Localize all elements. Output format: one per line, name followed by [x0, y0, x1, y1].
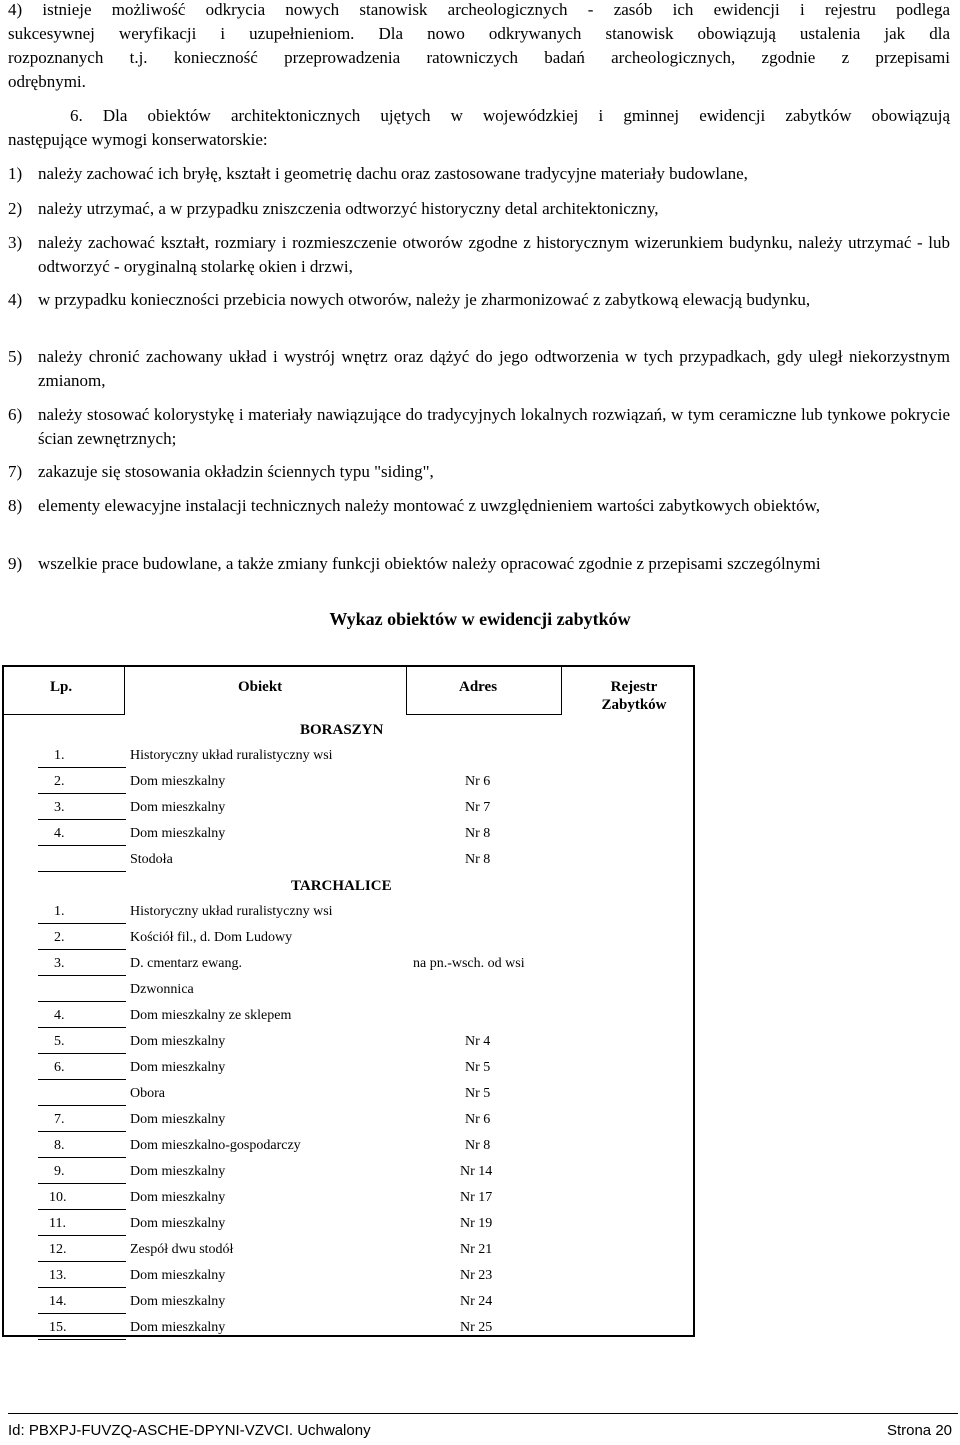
row-obiekt: Dom mieszkalno-gospodarczy: [130, 1138, 301, 1153]
header-divider: [406, 714, 561, 715]
row-divider: [38, 1183, 126, 1184]
requirement-item: [8, 403, 950, 451]
row-obiekt: Kościół fil., d. Dom Ludowy: [130, 930, 293, 945]
row-lp: 5.: [54, 1034, 65, 1049]
requirement-number: 3): [8, 233, 23, 252]
monuments-table: [2, 665, 695, 1337]
row-lp: 8.: [54, 1138, 65, 1153]
row-adres: Nr 25: [460, 1320, 493, 1335]
row-divider: [38, 1079, 126, 1080]
row-lp: 15.: [49, 1320, 67, 1335]
header-obiekt: Obiekt: [238, 679, 283, 695]
requirement-number: 5): [8, 347, 23, 366]
row-divider: [38, 1235, 126, 1236]
row-obiekt: Dom mieszkalny: [130, 1294, 226, 1309]
row-obiekt: Historyczny układ ruralistyczny wsi: [130, 748, 333, 763]
row-lp: 2.: [54, 930, 65, 945]
row-obiekt: Dom mieszkalny ze sklepem: [130, 1008, 292, 1023]
row-divider: [38, 1027, 126, 1028]
row-adres: Nr 4: [465, 1034, 491, 1049]
paragraph-6-first-line: 6. Dla obiektów architektonicznych ujętych w wojewódzkiej i gminnej ewidencji zabytków obowiązują: [70, 106, 950, 125]
row-adres: Nr 8: [465, 826, 491, 841]
requirement-item: [8, 162, 950, 186]
row-lp: 1.: [54, 904, 65, 919]
footer-divider: [8, 1413, 958, 1414]
intro-paragraph: [8, 0, 950, 94]
row-adres: Nr 19: [460, 1216, 493, 1231]
intro-line: sukcesywnej weryfikacji i uzupełnieniom. Dla nowo odkrywanych stanowisk obowiązują ustalenia jak dla: [8, 24, 950, 43]
row-obiekt: Dom mieszkalny: [130, 1216, 226, 1231]
requirement-text: wszelkie prace budowlane, a także zmiany funkcji obiektów należy opracować zgodnie z przepisami szczególnymi: [38, 554, 821, 573]
row-lp: 12.: [49, 1242, 67, 1257]
requirement-text: należy utrzymać, a w przypadku zniszczenia odtworzyć historyczny detal architektoniczny,: [38, 199, 659, 218]
requirement-text: należy chronić zachowany układ i wystrój wnętrz oraz dążyć do jego odtworzenia w tych przypadkach, gdy uległ niekorzystnym zmianom,: [38, 347, 950, 390]
header-divider: [4, 714, 124, 715]
row-divider: [38, 767, 126, 768]
column-divider: [406, 667, 407, 715]
row-adres: Nr 21: [460, 1242, 493, 1257]
paragraph-6: [8, 104, 950, 152]
row-divider: [38, 1001, 126, 1002]
row-lp: 1.: [54, 748, 65, 763]
row-lp: 4.: [54, 1008, 65, 1023]
row-divider: [38, 871, 126, 872]
requirement-item: [8, 552, 950, 576]
requirement-text: elementy elewacyjne instalacji technicznych należy montować z uwzględnieniem wartości zabytkowych obiektów,: [38, 496, 821, 515]
row-obiekt: Historyczny układ ruralistyczny wsi: [130, 904, 333, 919]
requirement-text: w przypadku konieczności przebicia nowych otworów, należy je zharmonizować z zabytkową elewacją budynku,: [38, 290, 811, 309]
row-obiekt: Stodoła: [130, 852, 173, 867]
section-boraszyn: BORASZYN: [300, 722, 384, 738]
header-adres: Adres: [459, 679, 498, 695]
row-obiekt: Dom mieszkalny: [130, 1112, 226, 1127]
row-obiekt: Zespół dwu stodół: [130, 1242, 234, 1257]
requirement-number: 4): [8, 290, 23, 309]
requirement-number: 7): [8, 462, 23, 481]
row-divider: [38, 1105, 126, 1106]
row-adres: Nr 8: [465, 1138, 491, 1153]
row-lp: 11.: [49, 1216, 66, 1231]
row-lp: 2.: [54, 774, 65, 789]
row-lp: 3.: [54, 956, 65, 971]
row-adres: Nr 6: [465, 774, 491, 789]
row-adres: Nr 6: [465, 1112, 491, 1127]
row-adres: Nr 17: [460, 1190, 493, 1205]
row-divider: [38, 1209, 126, 1210]
requirement-number: 1): [8, 164, 23, 183]
row-obiekt: Dom mieszkalny: [130, 1268, 226, 1283]
column-divider: [561, 667, 562, 715]
requirement-item: [8, 460, 950, 484]
row-lp: 6.: [54, 1060, 65, 1075]
row-obiekt: Dom mieszkalny: [130, 1034, 226, 1049]
header-lp: Lp.: [50, 679, 73, 695]
row-obiekt: Dom mieszkalny: [130, 826, 226, 841]
row-lp: 9.: [54, 1164, 65, 1179]
row-divider: [38, 845, 126, 846]
row-adres: Nr 14: [460, 1164, 493, 1179]
requirement-item: [8, 345, 950, 393]
row-lp: 13.: [49, 1268, 67, 1283]
row-obiekt: Obora: [130, 1086, 165, 1101]
requirement-item: [8, 288, 950, 312]
row-lp: 4.: [54, 826, 65, 841]
header-rejestr: Rejestr Zabytków: [601, 679, 667, 713]
row-divider: [38, 1053, 126, 1054]
row-divider: [38, 793, 126, 794]
row-divider: [38, 1287, 126, 1288]
requirement-text: należy zachować kształt, rozmiary i rozmieszczenie otworów zgodne z historycznym wizerunkiem budynku, należy utrzymać - lub odtworzyć - oryginalną stolarkę okien i drzwi,: [38, 233, 950, 276]
row-obiekt: Dom mieszkalny: [130, 1060, 226, 1075]
row-obiekt: Dom mieszkalny: [130, 800, 226, 815]
requirement-text: zakazuje się stosowania okładzin ściennych typu "siding",: [38, 462, 434, 481]
requirement-number: 8): [8, 496, 23, 515]
row-adres: Nr 23: [460, 1268, 493, 1283]
intro-line: odrębnymi.: [8, 72, 86, 91]
footer-document-id: Id: PBXPJ-FUVZQ-ASCHE-DPYNI-VZVCI. Uchwalony: [8, 1422, 371, 1439]
section-tarchalice: TARCHALICE: [291, 878, 392, 894]
row-divider: [38, 949, 126, 950]
row-divider: [38, 1261, 126, 1262]
row-obiekt: Dzwonnica: [130, 982, 194, 997]
intro-line: 4) istnieje możliwość odkrycia nowych stanowisk archeologicznych - zasób ich ewidencji i rejestru podlega: [8, 0, 950, 19]
row-adres: Nr 5: [465, 1086, 491, 1101]
row-obiekt: Dom mieszkalny: [130, 1320, 226, 1335]
row-adres: Nr 8: [465, 852, 491, 867]
row-lp: 10.: [49, 1190, 67, 1205]
row-adres: Nr 7: [465, 800, 491, 815]
row-obiekt: Dom mieszkalny: [130, 774, 226, 789]
column-divider: [124, 667, 125, 715]
row-divider: [38, 923, 126, 924]
row-adres: na pn.-wsch. od wsi: [413, 956, 525, 971]
row-divider: [38, 1157, 126, 1158]
requirement-text: należy stosować kolorystykę i materiały nawiązujące do tradycyjnych lokalnych rozwiązań, w tym ceramiczne lub tynkowe pokrycie ścian zewnętrznych;: [38, 405, 950, 448]
row-adres: Nr 5: [465, 1060, 491, 1075]
table-title: Wykaz obiektów w ewidencji zabytków: [329, 609, 631, 629]
row-divider: [38, 975, 126, 976]
footer-page-number: Strona 20: [886, 1422, 952, 1439]
requirement-item: [8, 494, 950, 518]
row-lp: 14.: [49, 1294, 67, 1309]
row-obiekt: D. cmentarz ewang.: [130, 956, 242, 971]
row-divider: [38, 1313, 126, 1314]
paragraph-6-rest: następujące wymogi konserwatorskie:: [8, 130, 268, 149]
row-obiekt: Dom mieszkalny: [130, 1190, 226, 1205]
row-obiekt: Dom mieszkalny: [130, 1164, 226, 1179]
requirement-item: [8, 231, 950, 279]
intro-line: rozpoznanych t.j. konieczność przeprowadzenia ratowniczych badań archeologicznych, zgodnie z przepisami: [8, 48, 950, 67]
row-divider: [38, 1339, 126, 1340]
requirement-number: 9): [8, 554, 23, 573]
row-divider: [38, 819, 126, 820]
requirement-text: należy zachować ich bryłę, kształt i geometrię dachu oraz zastosowane tradycyjne materiały budowlane,: [38, 164, 748, 183]
row-lp: 3.: [54, 800, 65, 815]
row-adres: Nr 24: [460, 1294, 493, 1309]
row-divider: [38, 1131, 126, 1132]
row-lp: 7.: [54, 1112, 65, 1127]
requirement-number: 6): [8, 405, 23, 424]
requirement-number: 2): [8, 199, 23, 218]
requirement-item: [8, 197, 950, 221]
